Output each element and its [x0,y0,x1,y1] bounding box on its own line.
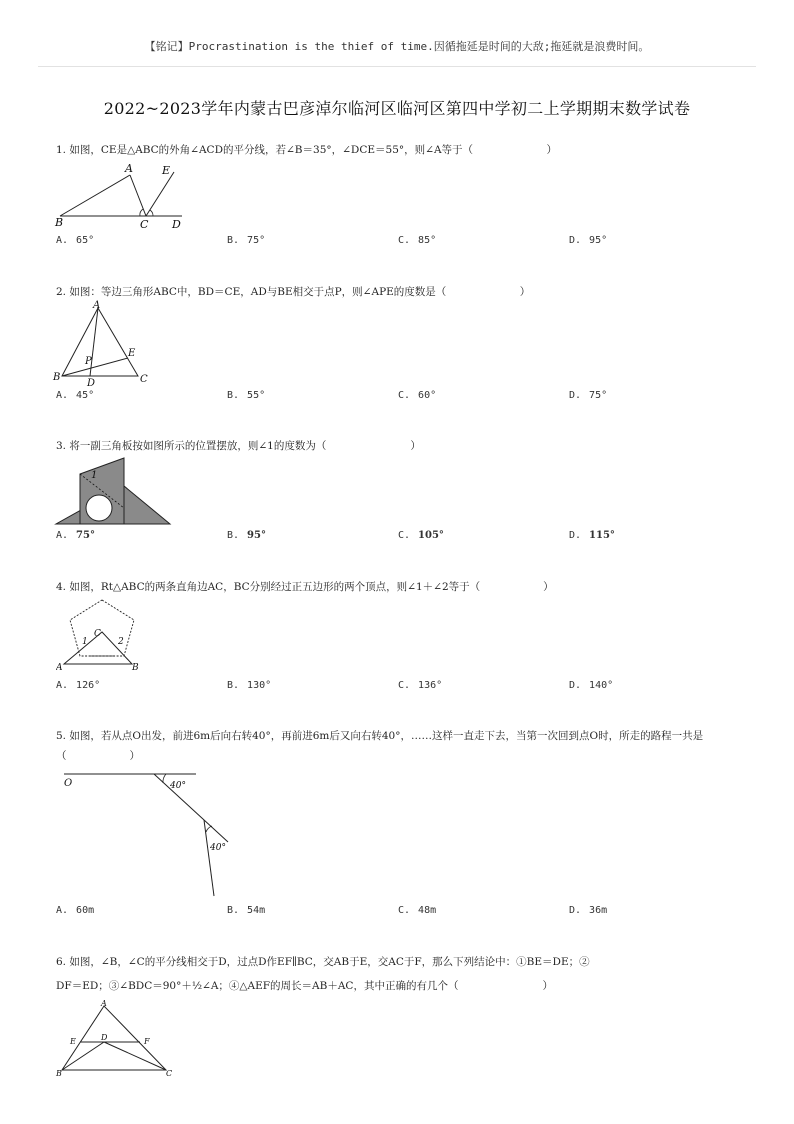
option-d[interactable]: D. 36m [569,905,608,916]
motto: 【铭记】Procrastination is the thief of time.因循拖延是时间的大敌;拖延就是浪费时间。 [144,40,650,53]
label-c: C [140,374,148,385]
option-d[interactable]: D. 95° [569,235,608,246]
option-b[interactable]: B. 95° [227,530,266,541]
question-number: 2. [56,286,67,298]
option-a[interactable]: A. 126° [56,680,101,691]
options-q3 [56,530,746,546]
label-e: E [70,1037,76,1046]
label-a: A [101,1000,107,1008]
label-a: A [56,663,63,673]
question-text: 如图，CE是△ABC的外角∠ACD的平分线，若∠B＝35°，∠DCE＝55°，则∠A等于（ ） [69,144,558,156]
label-angle-40-first: 40° [170,781,186,791]
label-angle-1: 1 [91,470,98,481]
question-number: 3. [56,440,67,452]
question-text-line-1: 如图，∠B，∠C的平分线相交于D，过点D作EF∥BC，交AB于E，交AC于F，那么下列结论中：①BE＝DE；② [69,956,590,968]
question-5 [56,726,746,766]
question-1 [56,140,746,160]
option-d[interactable]: D. 115° [569,530,615,541]
option-b[interactable]: B. 130° [227,680,272,691]
label-b: B [56,1069,62,1078]
label-angle-1: 1 [82,637,88,647]
option-d[interactable]: D. 75° [569,390,608,401]
option-b[interactable]: B. 54m [227,905,266,916]
label-d: D [87,378,96,389]
label-angle-2: 2 [118,637,124,647]
label-angle-40-second: 40° [210,843,226,853]
label-o: O [64,778,73,789]
figure-q1 [54,160,194,232]
option-d[interactable]: D. 140° [569,680,614,691]
option-c[interactable]: C. 85° [398,235,437,246]
label-b: B [132,663,139,673]
question-3 [56,436,746,456]
label-f: F [144,1037,150,1046]
question-number: 5. [56,730,67,742]
option-c[interactable]: C. 60° [398,390,437,401]
option-a[interactable]: A. 65° [56,235,95,246]
question-text: 将一副三角板按如图所示的位置摆放，则∠1的度数为（ ） [69,440,421,452]
options-q5 [56,905,746,921]
question-text: 如图：等边三角形ABC中，BD＝CE，AD与BE相交于点P，则∠APE的度数是（ ） [69,286,531,298]
option-a[interactable]: A. 60m [56,905,95,916]
options-q2 [56,390,746,406]
label-a: A [93,300,101,311]
label-b: B [53,372,61,383]
label-a: A [125,162,133,175]
option-b[interactable]: B. 75° [227,235,266,246]
option-b[interactable]: B. 55° [227,390,266,401]
figure-q6 [54,1000,174,1080]
option-c[interactable]: C. 105° [398,530,444,541]
label-d: D [101,1033,108,1042]
figure-q4 [56,596,146,674]
label-e: E [128,348,136,359]
question-6-line-2 [56,976,746,996]
options-q1 [56,235,746,251]
question-6 [56,952,746,972]
options-q4 [56,680,746,696]
figure-q5 [58,766,238,900]
option-a[interactable]: A. 75° [56,530,95,541]
label-e: E [162,164,171,177]
label-p: P [85,356,92,367]
option-a[interactable]: A. 45° [56,390,95,401]
question-text: 如图，若从点O出发，前进6m后向右转40°，再前进6m后又向右转40°，……这样一直走下去，当第一次回到点O时，所走的路程一共是（ ） [56,730,704,762]
figure-q3 [54,456,174,528]
page-title: 2022~2023学年内蒙古巴彦淖尔临河区临河区第四中学初二上学期期末数学试卷 [103,99,691,118]
question-2 [56,282,746,302]
header-divider [38,66,756,67]
label-d: D [172,218,181,231]
label-c: C [166,1069,173,1078]
figure-q2 [52,298,156,390]
question-number: 6. [56,956,67,968]
option-c[interactable]: C. 136° [398,680,443,691]
question-text-line-2: DF＝ED；③∠BDC＝90°＋½∠A；④△AEF的周长＝AB＋AC，其中正确的有几个（ ） [56,980,553,992]
label-c: C [140,218,149,231]
question-number: 4. [56,581,67,593]
option-c[interactable]: C. 48m [398,905,437,916]
label-c: C [94,629,101,639]
label-b: B [55,216,64,229]
question-number: 1. [56,144,67,156]
question-text: 如图，Rt△ABC的两条直角边AC，BC分别经过正五边形的两个顶点，则∠1＋∠2等于（ ） [69,581,554,593]
question-4 [56,577,746,597]
